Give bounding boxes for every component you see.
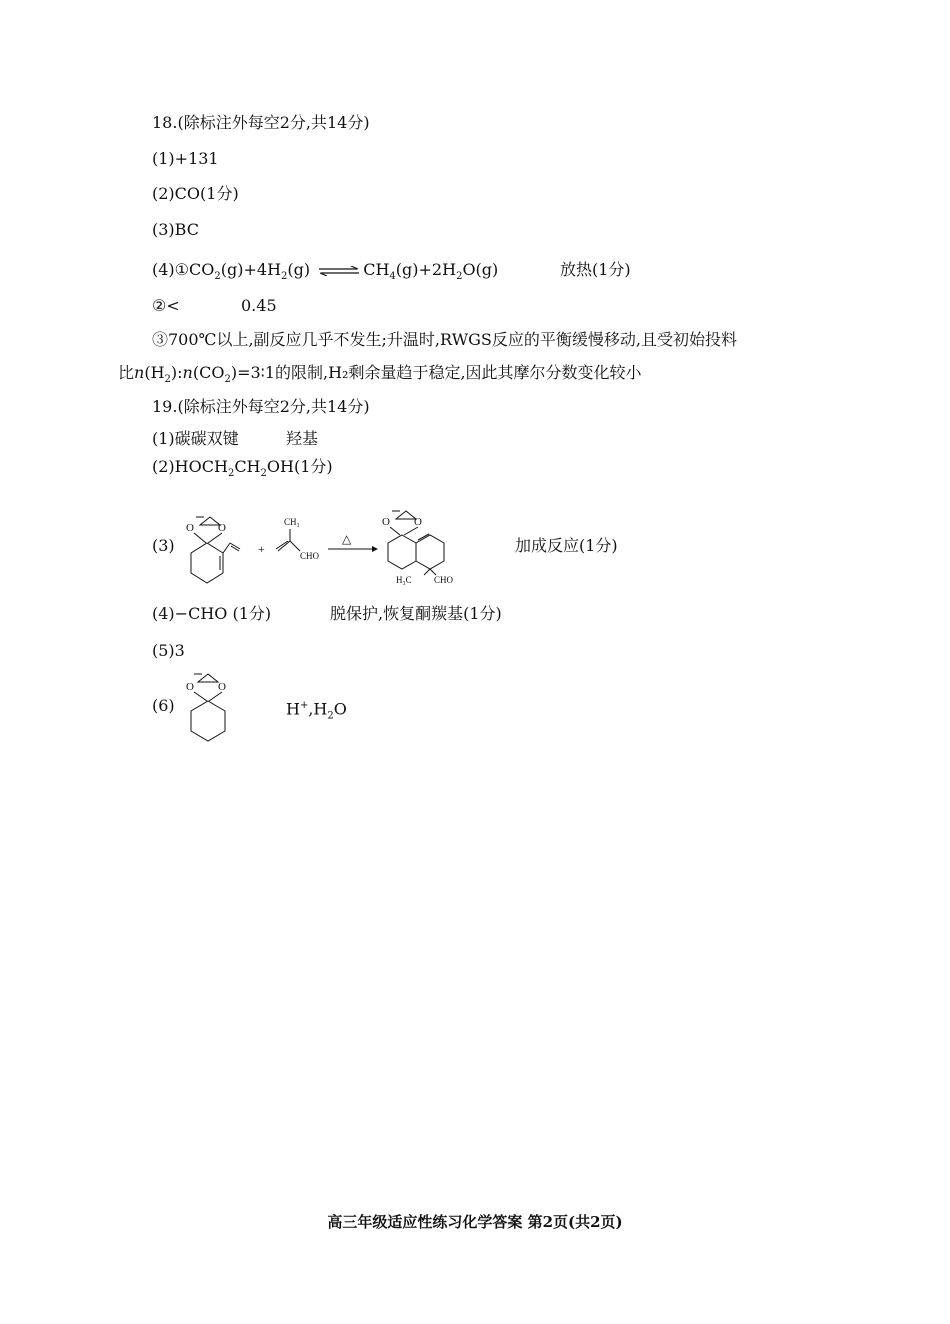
text: )=3∶1的限制,H₂剩余量趋于稳定,因此其摩尔分数变化较小 [230, 363, 642, 382]
sub: 2 [327, 710, 334, 722]
group-ch3: CH₃ [284, 517, 300, 527]
eq-reactant-co2: (4)①CO [152, 260, 215, 279]
product-bicyclic-aldehyde [382, 511, 454, 585]
n-symbol: n [182, 363, 193, 382]
group-h3c: H₃C [396, 575, 412, 585]
plus-sign: + [258, 542, 265, 556]
eq-product-ch4: CH [363, 260, 390, 279]
text: (2)HOCH [152, 457, 228, 476]
q19-answer-3-label: (3) [152, 536, 175, 555]
reaction-arrow-icon [328, 532, 378, 552]
q18-answer-1: (1)+131 [152, 149, 219, 168]
q19-answer-6-reagent [286, 695, 347, 728]
sub: 2 [227, 468, 235, 480]
q19-answer-4a: (4)−CHO (1分) [152, 604, 272, 623]
q18-answer-4-equation [152, 259, 498, 288]
sub: 2 [224, 374, 231, 386]
q19-answer-3-type: 加成反应(1分) [515, 536, 618, 555]
group-cho: CHO [434, 575, 454, 585]
heat-symbol: △ [342, 532, 352, 546]
q18-header: 18.(除标注外每空2分,共14分) [152, 113, 370, 132]
atom-o: O [218, 681, 226, 693]
text: 比 [118, 363, 135, 382]
text: (H [144, 363, 165, 382]
q18-answer-5b: 0.45 [241, 296, 277, 315]
atom-o: O [414, 516, 422, 528]
eq-reactant-state: (g) [287, 260, 311, 279]
text: H [286, 699, 300, 719]
equilibrium-arrow-icon [317, 266, 361, 276]
eq-reactant-h2: (g)+4H [220, 260, 282, 279]
q18-answer-5a: ②< [152, 296, 180, 315]
eq-product-state: O(g) [462, 260, 499, 279]
q19-answer-2 [152, 456, 333, 485]
text: (CO [192, 363, 225, 382]
n-symbol: n [134, 363, 145, 382]
sub: 2 [456, 271, 463, 283]
q19-answer-1a: (1)碳碳双键 [152, 429, 239, 448]
q18-answer-2: (2)CO(1分) [152, 184, 239, 203]
text: ,H [308, 699, 328, 719]
sub: 4 [389, 271, 396, 283]
sub: 2 [164, 374, 171, 386]
q19-header: 19.(除标注外每空2分,共14分) [152, 397, 370, 416]
page-footer: 高三年级适应性练习化学答案 第2页(共2页) [327, 1213, 623, 1231]
text: CH [234, 457, 261, 476]
q18-answer-6-line1: ③700℃以上,副反应几乎不发生;升温时,RWGS反应的平衡缓慢移动,且受初始投料 [152, 330, 737, 349]
atom-o: O [186, 522, 194, 534]
q18-answer-4-note: 放热(1分) [560, 260, 631, 279]
q19-answer-4b: 脱保护,恢复酮羰基(1分) [330, 604, 502, 623]
q18-answer-6-line2 [118, 362, 642, 391]
sup: + [299, 700, 309, 711]
sub: 2 [281, 271, 288, 283]
q19-answer-6-label: (6) [152, 696, 175, 715]
text: OH(1分) [266, 457, 333, 476]
group-cho: CHO [300, 551, 320, 561]
reaction-scheme [180, 505, 480, 590]
reactant-methacrolein [276, 517, 320, 561]
q19-answer-5: (5)3 [152, 641, 185, 660]
atom-o: O [382, 516, 390, 528]
atom-o: O [186, 681, 194, 693]
text: ): [170, 363, 183, 382]
sub: 2 [260, 468, 267, 480]
q19-answer-1b: 羟基 [286, 429, 319, 448]
atom-o: O [218, 522, 226, 534]
q18-answer-3: (3)BC [152, 220, 199, 239]
reactant-dioxolane-diene [186, 517, 240, 583]
sub: 2 [214, 271, 221, 283]
eq-product-h2o: (g)+2H [395, 260, 457, 279]
ketal-structure [180, 670, 240, 745]
text: O [333, 699, 347, 719]
